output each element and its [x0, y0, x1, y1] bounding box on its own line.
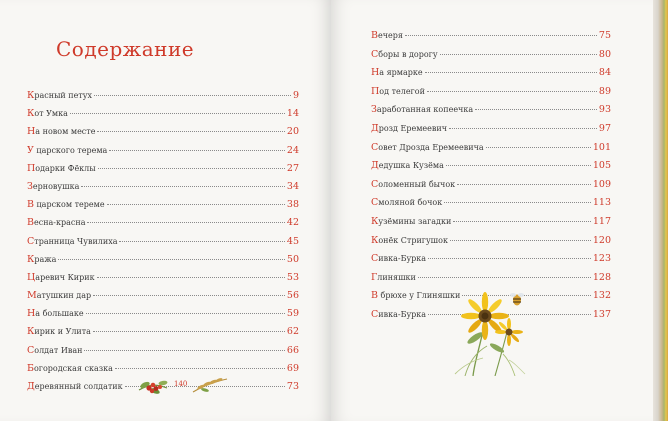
toc-entry-title: Глиняшки: [371, 271, 416, 283]
toc-entry-title: Кузёмины загадки: [371, 215, 452, 227]
toc-entry-title: В царском тереме: [27, 199, 105, 211]
toc-entry-title: Солдат Иван: [27, 344, 83, 356]
toc-entry: [371, 30, 611, 49]
dot-leader: [450, 240, 591, 241]
toc-entry-page: 101: [592, 141, 611, 153]
dot-leader: [475, 109, 597, 110]
toc-entry-page: 42: [286, 217, 299, 229]
toc-entry: [371, 253, 611, 272]
toc-entry-page: 53: [286, 271, 299, 283]
toc-entry-title: Сивка-Бурка: [371, 253, 427, 265]
toc-entry-page: 89: [598, 85, 611, 97]
toc-entry: [27, 308, 299, 326]
toc-entry-title: Зерновушка: [27, 180, 80, 192]
toc-entry-page: 24: [286, 144, 299, 156]
toc-entry-page: 105: [592, 160, 611, 172]
dot-leader: [93, 331, 285, 332]
toc-entry: [371, 179, 611, 198]
toc-entry: [371, 86, 611, 105]
toc-entry-page: 128: [592, 271, 611, 283]
toc-entry-title: Деревянный солдатик: [27, 381, 123, 392]
toc-entry-title: Сивка-Бурка: [371, 308, 427, 320]
dot-leader: [449, 128, 597, 129]
toc-entry: [27, 163, 299, 181]
dot-leader: [115, 368, 285, 369]
dot-leader: [58, 259, 285, 260]
toc-entry-title: Под телегой: [371, 85, 425, 97]
dot-leader: [444, 202, 591, 203]
toc-entry-page: 45: [286, 235, 299, 247]
dot-leader: [94, 95, 291, 96]
toc-entry: [371, 104, 611, 123]
toc-entry: [371, 235, 611, 254]
dot-leader: [97, 277, 285, 278]
toc-entry-title: Подарки Фёклы: [27, 162, 96, 174]
dot-leader: [418, 277, 591, 278]
toc-entry-title: Дедушка Кузёма: [371, 160, 444, 172]
toc-entry: [27, 126, 299, 144]
dot-leader: [405, 35, 597, 36]
dot-leader: [428, 258, 591, 259]
dot-leader: [97, 131, 284, 132]
toc-entry-page: 80: [598, 48, 611, 60]
toc-entry-title: У царского терема: [27, 144, 108, 156]
toc-entry-title: В брюхе у Глиняшки: [371, 290, 461, 302]
page-number: 140: [174, 380, 188, 388]
toc-entry-page: 9: [292, 90, 299, 101]
dot-leader: [453, 221, 591, 222]
toc-entry-page: 120: [592, 234, 611, 246]
toc-entry-title: На новом месте: [27, 126, 96, 138]
toc-entry-page: 62: [286, 326, 299, 338]
dot-leader: [93, 295, 285, 296]
toc-right-column: [371, 30, 611, 328]
toc-entry-title: Кот Умка: [27, 108, 68, 120]
toc-entry: [371, 49, 611, 68]
toc-entry-page: 75: [598, 30, 611, 41]
toc-entry-title: Заработанная копеечка: [371, 104, 474, 116]
dot-leader: [486, 147, 591, 148]
dot-leader: [119, 241, 284, 242]
toc-entry-title: На большаке: [27, 308, 84, 320]
toc-entry-title: Кража: [27, 253, 57, 265]
toc-entry: [371, 216, 611, 235]
dot-leader: [427, 91, 597, 92]
dot-leader: [70, 113, 285, 114]
toc-entry-title: Странница Чувилиха: [27, 235, 118, 247]
dot-leader: [440, 54, 597, 55]
toc-entry-title: Кирик и Улита: [27, 326, 91, 338]
toc-entry-title: Соломенный бычок: [371, 178, 456, 190]
toc-entry-page: 132: [592, 290, 611, 302]
dot-leader: [107, 204, 285, 205]
toc-entry-page: 73: [286, 381, 299, 392]
toc-entry-title: Совет Дрозда Еремеевича: [371, 141, 484, 153]
toc-entry-title: Сборы в дорогу: [371, 48, 438, 60]
dot-leader: [109, 150, 285, 151]
toc-entry: [27, 217, 299, 235]
contents-title: Содержание: [56, 37, 195, 61]
toc-entry: [371, 160, 611, 179]
toc-entry-page: 38: [286, 199, 299, 211]
toc-entry-page: 34: [286, 180, 299, 192]
dot-leader: [87, 222, 284, 223]
toc-entry-page: 137: [592, 308, 611, 320]
toc-entry-title: На ярмарке: [371, 67, 423, 79]
dot-leader: [457, 184, 591, 185]
toc-entry: [27, 272, 299, 290]
dot-leader: [98, 168, 285, 169]
toc-entry: [27, 254, 299, 272]
dot-leader: [446, 165, 591, 166]
toc-entry-title: Конёк Стригушок: [371, 234, 448, 246]
toc-entry-page: 123: [592, 253, 611, 265]
toc-entry: [27, 145, 299, 163]
dot-leader: [425, 72, 597, 73]
toc-entry-page: 20: [286, 126, 299, 138]
page-edge-stack: [653, 0, 668, 421]
toc-entry-title: Богородская сказка: [27, 362, 113, 374]
toc-entry: [27, 236, 299, 254]
toc-entry-page: 117: [592, 215, 611, 227]
toc-entry-title: Царевич Кирик: [27, 271, 95, 283]
toc-left-column: [27, 90, 299, 399]
toc-entry: [27, 326, 299, 344]
toc-entry-page: 50: [286, 253, 299, 265]
toc-entry: [371, 142, 611, 161]
toc-entry: [27, 108, 299, 126]
toc-entry-page: 93: [598, 104, 611, 116]
toc-entry: [27, 290, 299, 308]
dot-leader: [86, 313, 285, 314]
dot-leader: [81, 186, 285, 187]
toc-entry-page: 59: [286, 308, 299, 320]
toc-entry-page: 66: [286, 344, 299, 356]
toc-entry-title: Красный петух: [27, 90, 93, 101]
toc-entry-title: Матушкин дар: [27, 290, 92, 302]
toc-entry-page: 84: [598, 67, 611, 79]
toc-entry: [371, 123, 611, 142]
toc-entry-title: Смоляной бочок: [371, 197, 443, 209]
toc-entry: [27, 345, 299, 363]
toc-entry-title: Весна-красна: [27, 217, 86, 229]
toc-entry-page: 56: [286, 290, 299, 302]
sunflower-with-bee-icon: [445, 288, 545, 376]
toc-entry: [27, 199, 299, 217]
toc-entry-page: 113: [592, 197, 611, 209]
toc-entry-page: 27: [286, 162, 299, 174]
toc-entry-title: Дрозд Еремеевич: [371, 122, 448, 134]
toc-entry-page: 14: [286, 108, 299, 120]
dot-leader: [84, 350, 284, 351]
toc-entry: [371, 67, 611, 86]
toc-entry-title: Вечеря: [371, 30, 403, 41]
toc-entry: [27, 181, 299, 199]
toc-entry-page: 69: [286, 362, 299, 374]
toc-entry-page: 109: [592, 178, 611, 190]
toc-entry: [27, 90, 299, 108]
toc-entry: [371, 197, 611, 216]
toc-entry-page: 97: [598, 122, 611, 134]
